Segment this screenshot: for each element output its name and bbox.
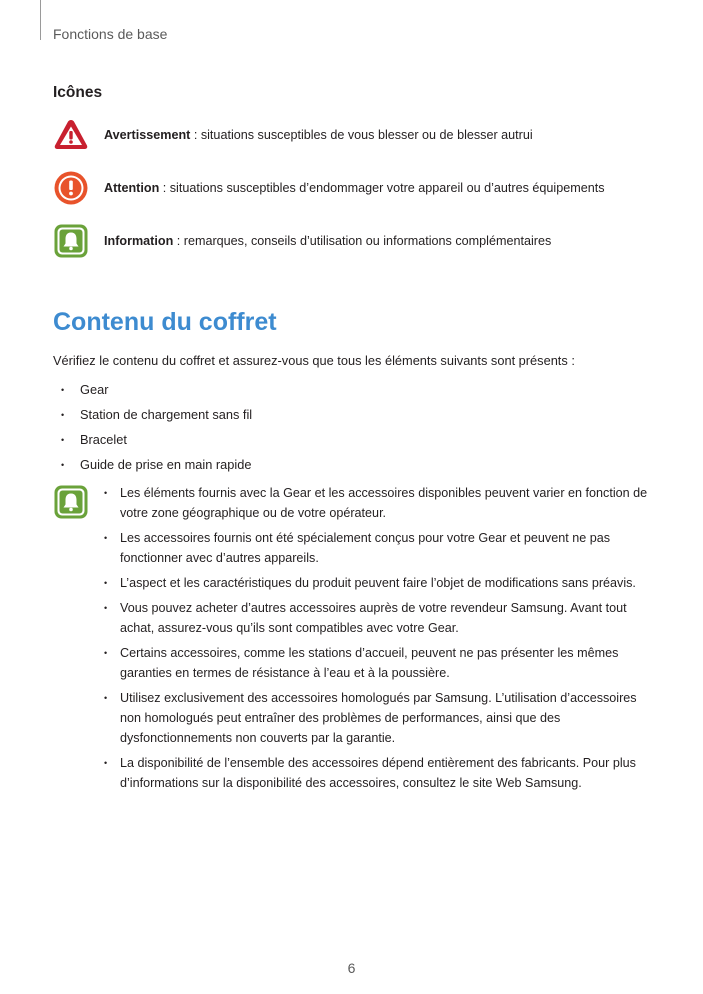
page-title: Contenu du coffret bbox=[53, 308, 277, 336]
list-item: • Bracelet bbox=[53, 430, 252, 455]
warning-text: : situations susceptibles de vous blesser ou de blesser autrui bbox=[190, 128, 533, 142]
icon-legend-information bbox=[53, 223, 673, 259]
page-number: 6 bbox=[347, 960, 356, 976]
list-item: • Gear bbox=[53, 380, 252, 405]
information-description bbox=[104, 233, 551, 249]
info-bell-icon bbox=[53, 223, 89, 259]
caution-label: Attention bbox=[104, 181, 160, 195]
icon-legend-warning bbox=[53, 117, 673, 153]
header-divider bbox=[40, 0, 41, 40]
icons-heading: Icônes bbox=[53, 84, 103, 101]
note-item: • Les éléments fournis avec la Gear et les accessoires disponibles peuvent varier en fonction de votre zone géographique ou de votre opérateur. bbox=[103, 483, 648, 523]
note-item: • Utilisez exclusivement des accessoires homologués par Samsung. L’utilisation d’accessoires non homologués peut entraîner des problèmes de performances, ainsi que des dysfonctionnements non couverts par la garantie. bbox=[103, 688, 648, 748]
intro-paragraph: Vérifiez le contenu du coffret et assurez-vous que tous les éléments suivants sont présents : bbox=[53, 353, 575, 368]
note-item: • Les accessoires fournis ont été spécialement conçus pour votre Gear et peuvent ne pas fonctionner avec d’autres appareils. bbox=[103, 528, 648, 568]
list-item: • Station de chargement sans fil bbox=[53, 405, 252, 430]
information-text: : remarques, conseils d’utilisation ou informations complémentaires bbox=[173, 234, 552, 248]
note-item: • L’aspect et les caractéristiques du produit peuvent faire l’objet de modifications sans préavis. bbox=[103, 573, 648, 593]
notes-list bbox=[103, 483, 648, 798]
warning-description bbox=[104, 127, 533, 143]
caution-description bbox=[104, 180, 605, 196]
note-item: • Certains accessoires, comme les stations d’accueil, peuvent ne pas présenter les mêmes garanties en termes de résistance à l’eau et à la poussière. bbox=[103, 643, 648, 683]
warning-triangle-icon bbox=[53, 117, 89, 153]
caution-text: : situations susceptibles d’endommager votre appareil ou d’autres équipements bbox=[159, 181, 605, 195]
list-item: • Guide de prise en main rapide bbox=[53, 455, 252, 480]
running-header: Fonctions de base bbox=[53, 26, 168, 42]
warning-label: Avertissement bbox=[104, 128, 191, 142]
note-item: • La disponibilité de l’ensemble des accessoires dépend entièrement des fabricants. Pour plus d’informations sur la disponibilité des accessoires, consultez le site Web Samsung. bbox=[103, 753, 648, 793]
info-bell-icon bbox=[53, 484, 89, 520]
caution-exclamation-icon bbox=[53, 170, 89, 206]
note-item: • Vous pouvez acheter d’autres accessoires auprès de votre revendeur Samsung. Avant tout achat, assurez-vous qu’ils sont compatibles avec votre Gear. bbox=[103, 598, 648, 638]
icon-legend-caution bbox=[53, 170, 673, 206]
information-label: Information bbox=[104, 234, 174, 248]
box-contents-list bbox=[53, 380, 252, 480]
